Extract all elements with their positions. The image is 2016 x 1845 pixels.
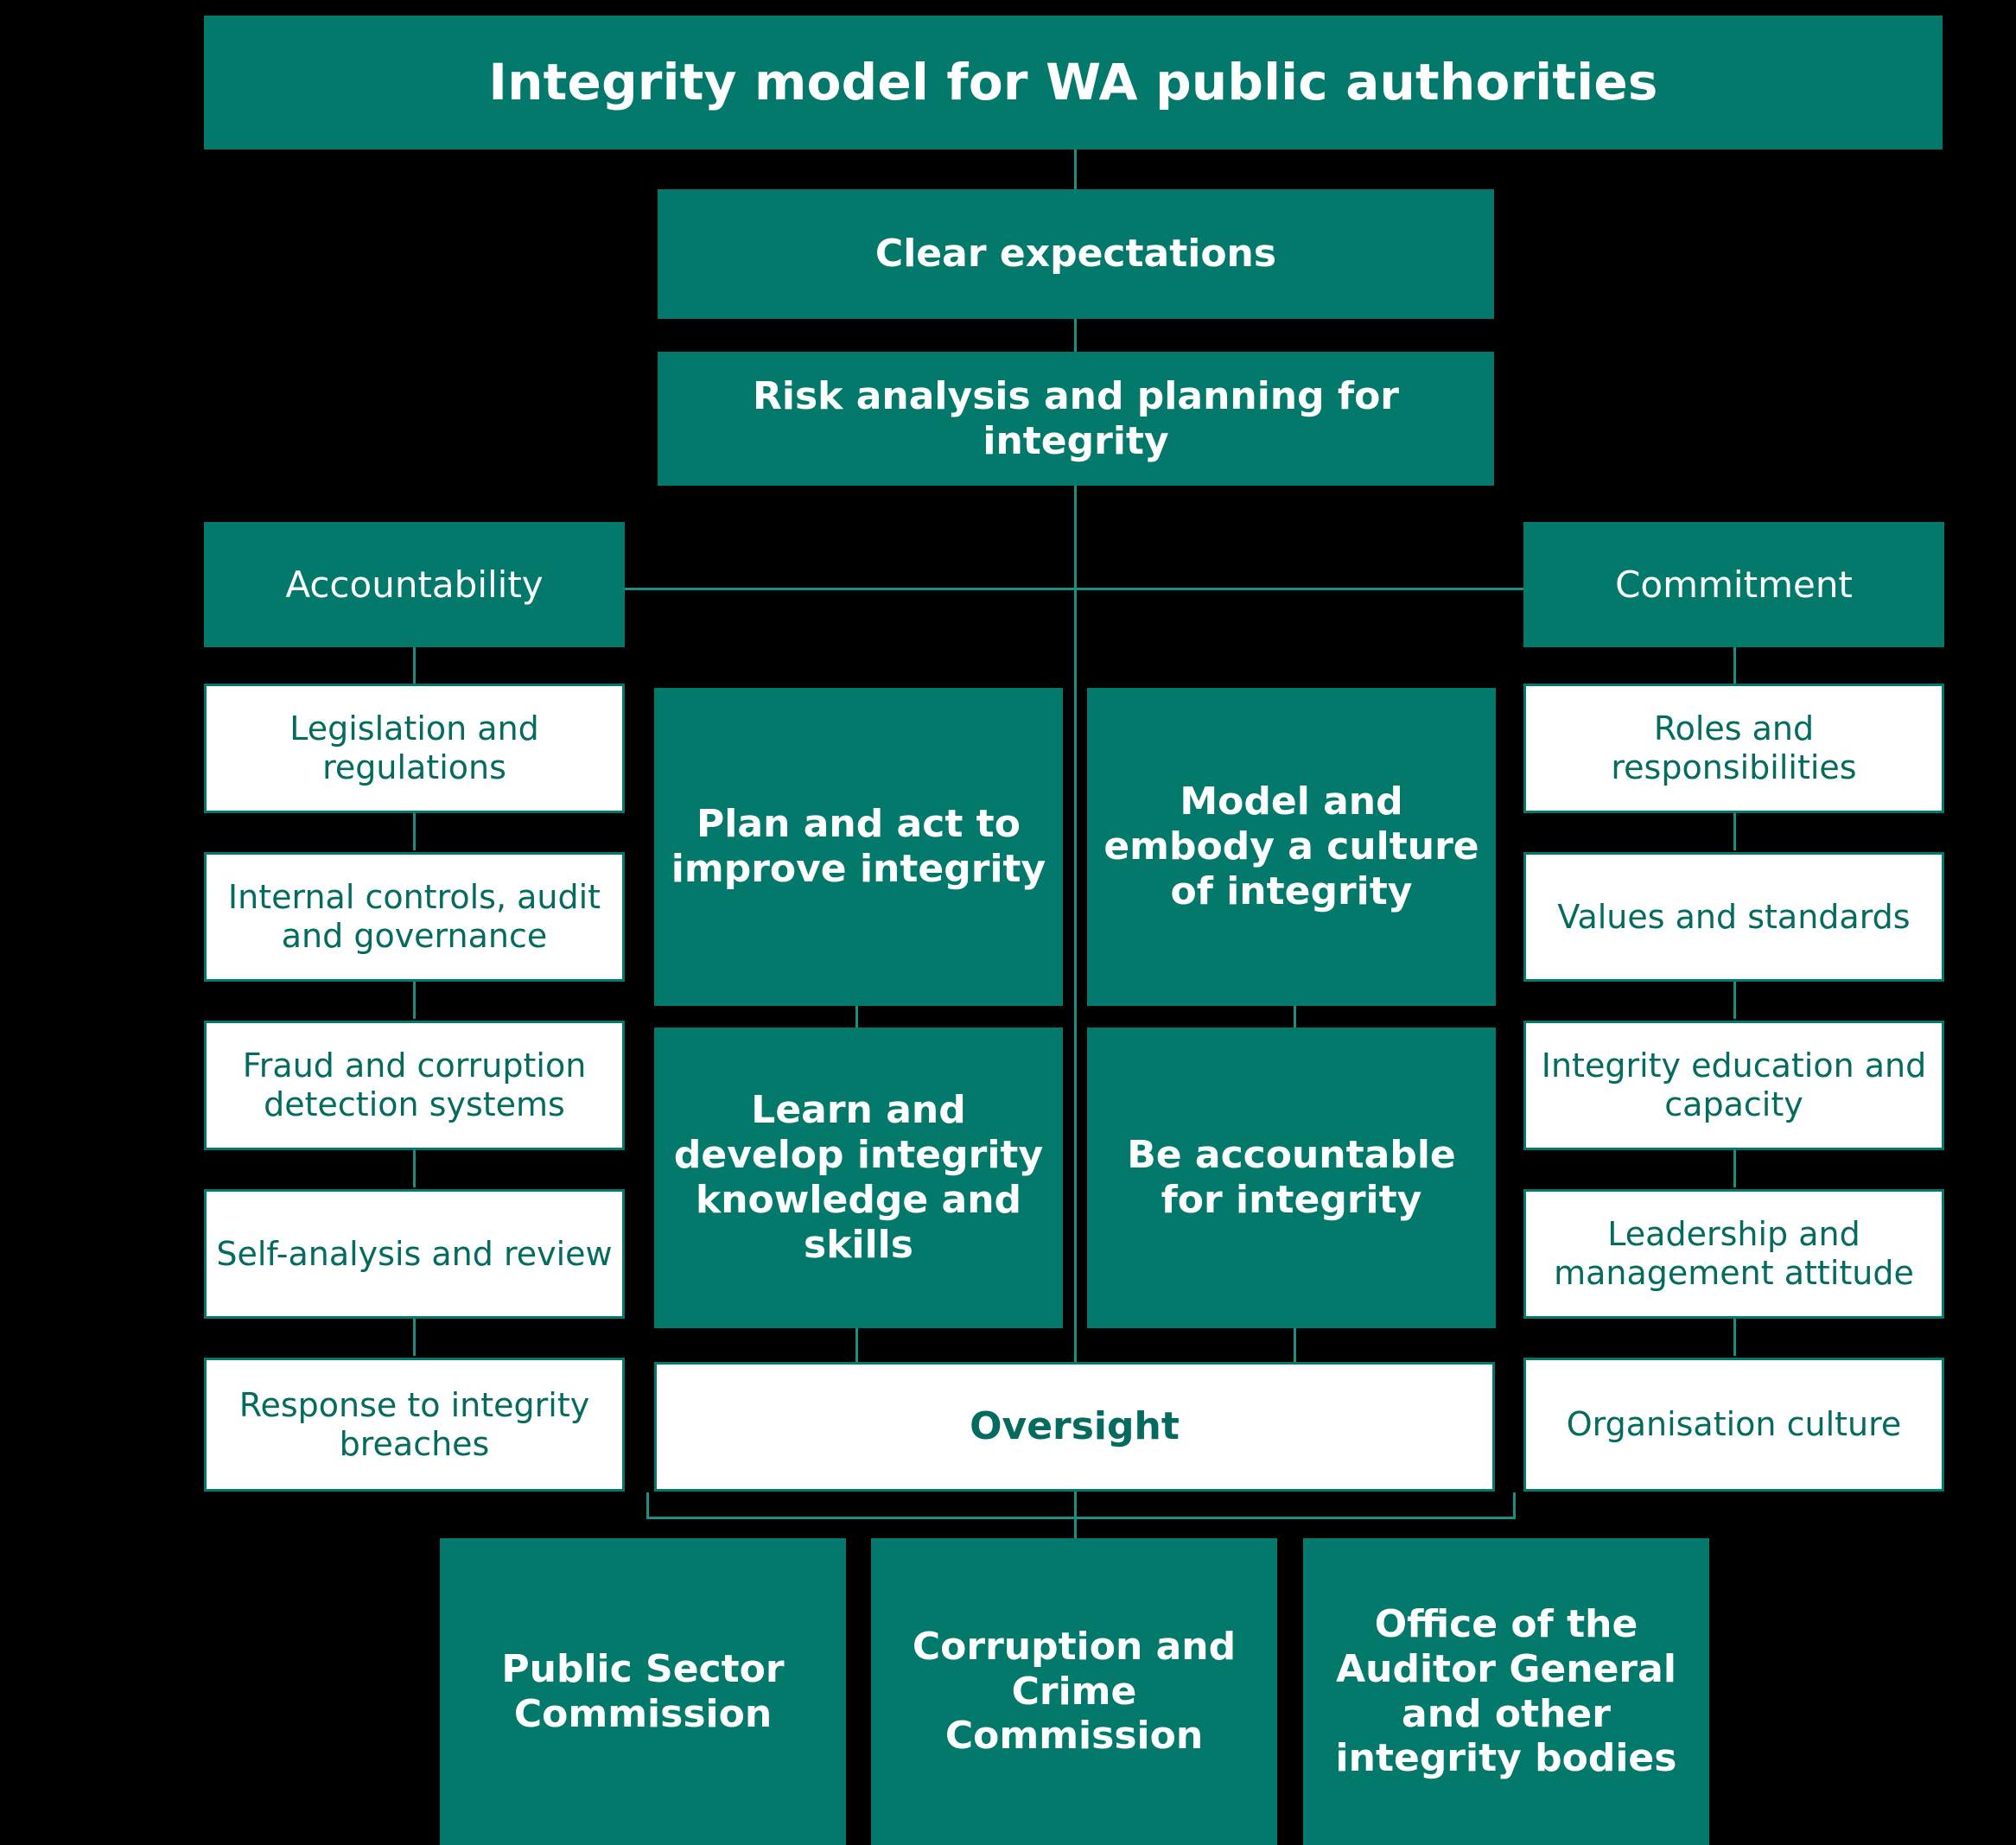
connector-title-to-clear: [1074, 149, 1077, 190]
connector-pillars-horizontal: [624, 588, 1524, 590]
node-integrity-education-and-capacity: Integrity education and capacity: [1523, 1021, 1944, 1150]
connector-oversight-body-centre: [1074, 1492, 1077, 1540]
node-values-and-standards: Values and standards: [1523, 852, 1944, 982]
node-learn-and-develop-integrity-knowledge-and-skills: Learn and develop integrity knowledge and skills: [654, 1027, 1063, 1328]
node-risk-analysis-planning: Risk analysis and planning for integrity: [658, 352, 1494, 486]
node-self-analysis-and-review: Self-analysis and review: [204, 1189, 625, 1319]
node-internal-controls-audit-governance: Internal controls, audit and governance: [204, 852, 625, 982]
node-public-sector-commission: Public Sector Commission: [440, 1538, 846, 1845]
node-organisation-culture: Organisation culture: [1523, 1358, 1944, 1492]
connector-right-chain-3: [1733, 1149, 1736, 1187]
connector-oversight-body-right: [1513, 1492, 1516, 1518]
connector-centre-left-to-oversight: [855, 1326, 858, 1363]
node-legislation-and-regulations: Legislation and regulations: [204, 684, 625, 813]
connector-clear-to-risk: [1074, 318, 1077, 353]
connector-left-chain-1: [413, 812, 416, 850]
node-leadership-and-management-attitude: Leadership and management attitude: [1523, 1189, 1944, 1319]
node-oversight: Oversight: [654, 1362, 1495, 1492]
connector-oversight-bodies-rail: [646, 1517, 1516, 1519]
connector-left-chain-4: [413, 1318, 416, 1356]
connector-left-chain-3: [413, 1149, 416, 1187]
node-roles-and-responsibilities: Roles and responsibilities: [1523, 684, 1944, 813]
connector-oversight-body-left: [646, 1492, 649, 1518]
connector-right-chain-4: [1733, 1318, 1736, 1356]
connector-right-chain-1: [1733, 812, 1736, 850]
node-corruption-and-crime-commission: Corruption and Crime Commission: [871, 1538, 1277, 1845]
connector-centre-right-to-oversight: [1294, 1326, 1296, 1363]
node-clear-expectations: Clear expectations: [658, 189, 1494, 319]
node-model-and-embody-culture-of-integrity: Model and embody a culture of integrity: [1087, 688, 1496, 1006]
node-response-to-integrity-breaches: Response to integrity breaches: [204, 1358, 625, 1492]
connector-right-chain-2: [1733, 981, 1736, 1019]
node-be-accountable-for-integrity: Be accountable for integrity: [1087, 1027, 1496, 1328]
node-plan-and-act-to-improve-integrity: Plan and act to improve integrity: [654, 688, 1063, 1006]
connector-left-chain-2: [413, 981, 416, 1019]
node-office-of-auditor-general-and-other-integrity-bodies: Office of the Auditor General and other integrity bodies: [1303, 1538, 1709, 1845]
node-fraud-corruption-detection-systems: Fraud and corruption detection systems: [204, 1021, 625, 1150]
diagram-title: Integrity model for WA public authorities: [204, 16, 1943, 150]
node-accountability-pillar: Accountability: [204, 522, 625, 647]
connector-accountability-stem: [413, 646, 416, 684]
node-commitment-pillar: Commitment: [1523, 522, 1944, 647]
connector-commitment-stem: [1733, 646, 1736, 684]
